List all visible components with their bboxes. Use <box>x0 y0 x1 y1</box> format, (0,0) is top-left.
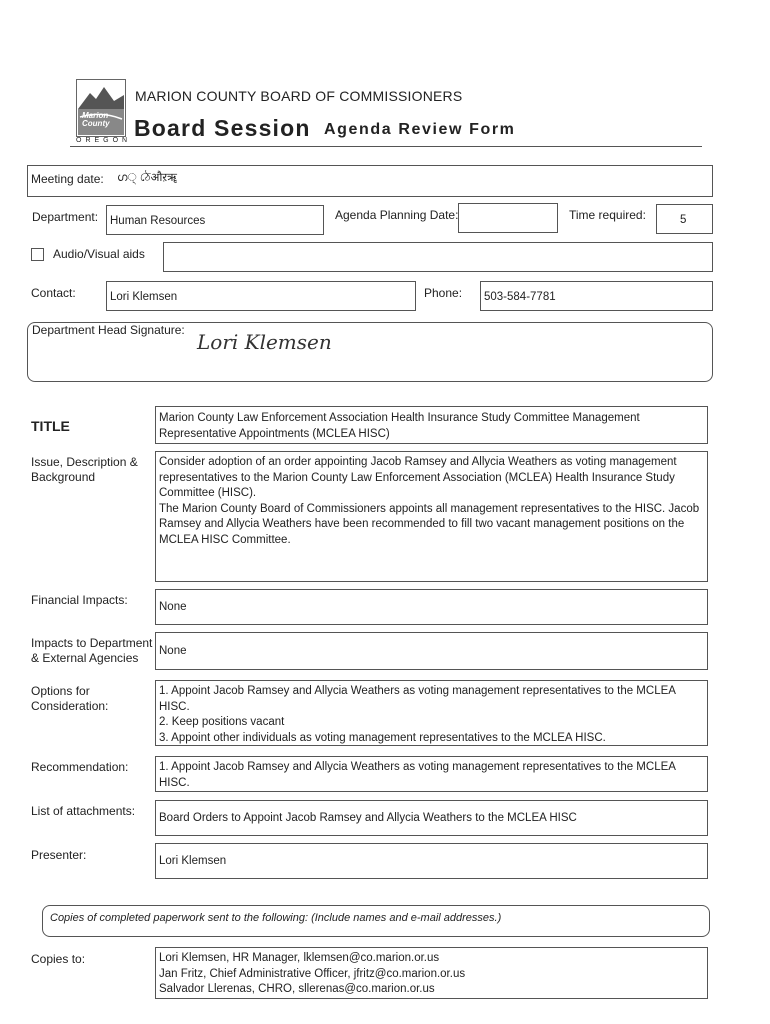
header-divider <box>70 146 702 147</box>
phone-label: Phone: <box>424 286 463 300</box>
meeting-date-label: Meeting date: <box>31 172 104 186</box>
department-value: Human Resources <box>110 215 206 227</box>
options-value: 1. Appoint Jacob Ramsey and Allycia Weathers as voting management representatives to the MCLEA HISC. 2. Keep positions vacant 3. Appoint other individuals as voting management representatives to the MCLEA HISC. <box>159 685 676 744</box>
presenter-label: Presenter: <box>31 848 87 862</box>
attachments-label: List of attachments: <box>31 804 136 818</box>
time-required-value: 5 <box>680 214 687 226</box>
signature-value: Lori Klemsen <box>197 330 332 354</box>
contact-value: Lori Klemsen <box>110 291 178 303</box>
presenter-field[interactable] <box>155 843 708 879</box>
form-title: Board Session <box>134 115 311 141</box>
recommendation-label: Recommendation: <box>31 760 129 774</box>
agenda-planning-date-label: Agenda Planning Date: <box>335 208 459 222</box>
title-value: Marion County Law Enforcement Association Health Insurance Study Committee Management Representative Appointments (MCLEA HISC) <box>159 412 640 440</box>
copies-to-label: Copies to: <box>31 952 86 966</box>
audio-visual-label: Audio/Visual aids <box>53 247 145 261</box>
financial-impacts-value: None <box>159 601 187 613</box>
audio-visual-field[interactable] <box>163 242 713 272</box>
logo-state: OREGON <box>76 137 132 144</box>
presenter-value: Lori Klemsen <box>159 855 227 867</box>
time-required-label: Time required: <box>569 208 646 222</box>
issue-label: Issue, Description & Background <box>31 455 138 484</box>
phone-value: 503-584-7781 <box>484 291 556 303</box>
financial-impacts-field[interactable] <box>155 589 708 625</box>
copies-to-value: Lori Klemsen, HR Manager, lklemsen@co.marion.or.us Jan Fritz, Chief Administrative Officer, jfritz@co.marion.or.us Salvador Llerenas, CHRO, sllerenas@co.marion.or.us <box>159 952 466 995</box>
signature-label: Department Head Signature: <box>32 323 185 337</box>
options-label: Options for Consideration: <box>31 684 109 713</box>
contact-label: Contact: <box>31 286 76 300</box>
audio-visual-checkbox[interactable] <box>31 248 44 261</box>
department-label: Department: <box>32 210 99 224</box>
financial-impacts-label: Financial Impacts: <box>31 593 128 607</box>
title-label: TITLE <box>31 418 70 434</box>
agenda-planning-date-field[interactable] <box>458 203 558 233</box>
meeting-date-value: ഗ੍ ঠেऔऱॠ <box>117 172 177 184</box>
organization-name: MARION COUNTY BOARD OF COMMISSIONERS <box>135 88 463 104</box>
issue-value: Consider adoption of an order appointing Jacob Ramsey and Allycia Weathers as voting management representatives to the Marion County Law Enforcement Association (MCLEA) Health Insurance Study Committee (HISC). The Marion County Board of Commissioners appoints all management representatives to the HISC. Jacob Ramsey and Allycia Weathers have been recommended to fill two vacant management positions on the MCLEA HISC Committee. <box>159 456 700 546</box>
copies-note: Copies of completed paperwork sent to the following: (Include names and e-mail addresses.) <box>50 912 502 924</box>
recommendation-value: 1. Appoint Jacob Ramsey and Allycia Weathers as voting management representatives to the MCLEA HISC. <box>159 761 676 789</box>
form-subtitle: Agenda Review Form <box>324 121 516 138</box>
impacts-value: None <box>159 645 187 657</box>
impacts-label: Impacts to Department & External Agencies <box>31 636 153 665</box>
attachments-value: Board Orders to Appoint Jacob Ramsey and Allycia Weathers to the MCLEA HISC <box>159 812 577 824</box>
impacts-field[interactable] <box>155 632 708 670</box>
logo-wordmark: Marion County <box>82 111 110 128</box>
marion-county-logo <box>76 79 126 143</box>
